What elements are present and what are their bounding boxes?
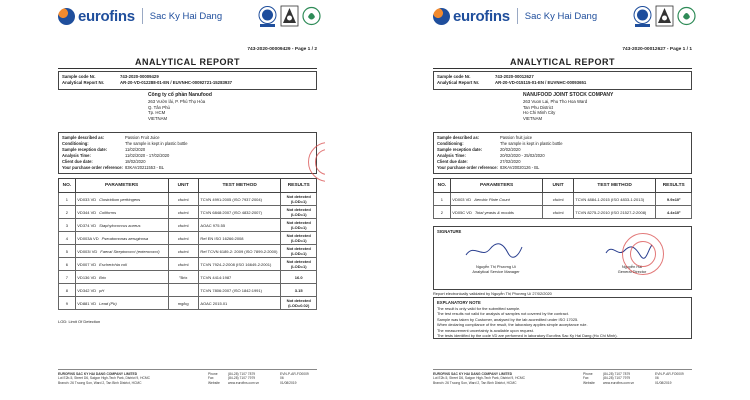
row-parameter-name: pH — [99, 287, 105, 293]
report-number-value: AR-20-VD-015115-01-EN / EUVNHC-00093651 — [495, 80, 587, 85]
footer-fax-label: Fax — [583, 376, 589, 381]
vilas-accreditation-icon — [258, 5, 277, 28]
footer-company-name: EUROFINS SAC KY HAI DANG COMPANY LIMITED — [58, 372, 138, 376]
footer-form-info — [280, 372, 309, 385]
row-result: Not detected (LOD=0.02) — [281, 297, 317, 310]
moh-certification-icon — [280, 5, 299, 28]
sample-details-box — [58, 132, 317, 174]
footer-company — [58, 372, 150, 385]
row-number: 2 — [434, 206, 451, 219]
detail-value: 20/02/2020 - 25/02/2020 — [500, 152, 545, 158]
sample-code-row — [62, 74, 159, 80]
client-address-block — [523, 92, 613, 122]
row-result: Not detected (LOD=1) — [281, 232, 317, 245]
sample-code-box — [433, 71, 692, 90]
detail-row — [62, 165, 188, 171]
row-test-method: TCVN 4991:2005 (ISO 7937:2004) — [198, 193, 281, 206]
row-number: 3 — [59, 219, 76, 232]
table-row — [434, 193, 692, 206]
detail-value: Passion Fruit Juice — [125, 135, 160, 140]
detail-label: Conditioning: — [437, 140, 464, 146]
client-address-line: VIETNAM — [523, 116, 543, 122]
explanatory-line: The result is only valid for the submitted sample. — [437, 306, 521, 311]
client-address-line: VIETNAM — [148, 116, 168, 122]
detail-label: Client due date: — [62, 158, 93, 164]
signature-title: SIGNATURE — [437, 229, 462, 234]
row-unit: cfu/ml — [168, 206, 198, 219]
detail-value: Passion fruit juice — [500, 135, 533, 140]
analytical-report-page-1 — [50, 2, 325, 398]
sample-code-label: Sample code Nr. — [437, 73, 471, 79]
table-body — [434, 193, 692, 219]
footer-fax-label: Fax — [208, 376, 214, 381]
footer-address-line: Lot E2b-5, Street D6, Saigon High-Tech Park, District 9, HCMC — [433, 376, 525, 381]
row-unit: mg/kg — [168, 297, 198, 310]
row-number: 4 — [59, 232, 76, 245]
footer-contact-values — [228, 372, 259, 385]
row-result: 16.0 — [281, 271, 317, 284]
footer-phone-label: Phone — [208, 372, 218, 376]
sample-code-value: 743-2020-00012627 — [495, 73, 534, 79]
table-row — [59, 219, 317, 232]
detail-value: 11/02/2020 - 17/02/2020 — [125, 152, 170, 158]
footer-form-code: EVN-P-AR-FO0009 — [280, 372, 309, 376]
row-test-method: TCVN 7806:2007 (ISO 1842:1991) — [198, 284, 281, 297]
row-unit — [168, 284, 198, 297]
table-row — [59, 284, 317, 297]
explanatory-line: The test results not valid for analysis of samples not covered by the contract. — [437, 311, 569, 317]
signature-box — [433, 226, 692, 290]
col-no: NO. — [434, 179, 451, 193]
row-number: 5 — [59, 245, 76, 258]
client-address-block — [148, 92, 212, 122]
row-unit: cfu/ml — [543, 193, 573, 206]
client-address-line: 263 Vườn lài, P. Phú Thọ Hòa — [148, 98, 206, 104]
col-results: RESULTS — [656, 179, 692, 193]
row-test-method: Ref TCVN 6189-2: 2009 (ISO 7899-2:2000) — [198, 245, 281, 258]
analytical-report-page-2 — [425, 2, 700, 398]
signature-1-icon — [464, 241, 524, 261]
row-test-method: TCVN 8275-2:2010 (ISO 21527-2:2008) — [573, 206, 656, 219]
table-row — [59, 193, 317, 206]
row-test-method: TCVN 7924-2:2008 (ISO 16649-2:2001) — [198, 258, 281, 271]
row-number: 2 — [59, 206, 76, 219]
report-number-row — [62, 80, 232, 86]
detail-label: Analysis Time: — [62, 152, 91, 158]
footer-web-label: Website — [583, 380, 595, 385]
sample-details — [437, 135, 563, 171]
row-result: 4.4x10² — [656, 206, 692, 219]
row-code: VD374 VD — [77, 222, 97, 228]
footer-contact-labels — [583, 372, 595, 385]
gmp-seal-icon — [677, 5, 696, 28]
report-number-label: Analytical Report Nr. — [62, 80, 105, 85]
sample-code-row — [437, 74, 534, 80]
footer-address-line: Lot E2b-5, Street D6, Saigon High-Tech Park, District 9, HCMC — [58, 376, 150, 381]
row-result: 3.15 — [281, 284, 317, 297]
accreditation-badges — [258, 5, 321, 28]
row-number: 8 — [59, 284, 76, 297]
row-parameter-name: Pseudomonas aeruginosa — [101, 235, 149, 241]
row-parameter-name: Staphylococcus aureus — [99, 222, 141, 228]
table-row — [59, 206, 317, 219]
report-page-reference: 743-2020-00012627 - Page 1 / 1 — [622, 47, 692, 52]
row-parameter-name: Clostridium perfringens — [99, 196, 141, 202]
explanatory-line: Sample was taken by Customer, analysed by the lab accredited under ISO 17025. — [437, 316, 579, 322]
footer-phone: (84-28) 7107 7879 — [228, 372, 256, 376]
row-parameter-name: Faecal Streptococci (enterococci) — [100, 248, 160, 254]
footer-fax: (84-28) 7107 7979 — [603, 376, 631, 381]
footer-form-code: EVN-P-AR-FO0009 — [655, 372, 684, 376]
row-number: 6 — [59, 258, 76, 271]
col-parameters: PARAMETERS — [75, 179, 168, 193]
row-test-method: AOAC 975.55 — [198, 219, 281, 232]
col-unit: UNIT — [168, 179, 198, 193]
row-test-method: TCVN 6848:2007 (ISO 4832:2007) — [198, 206, 281, 219]
footer-address-line: Branch: 26 Truong Son, Ward 2, Tan Binh District, HCMC — [58, 380, 142, 385]
detail-value: 20/02/2020 — [500, 146, 521, 152]
brand-header — [58, 5, 222, 27]
row-code: VD342 VD — [77, 287, 97, 293]
signer-2-role: General Director — [617, 269, 647, 275]
footer-fax: (84-28) 7107 7979 — [228, 376, 256, 381]
accreditation-badges — [633, 5, 696, 28]
col-test-method: TEST METHOD — [198, 179, 281, 193]
report-title: ANALYTICAL REPORT — [509, 57, 615, 67]
footer-phone: (84-28) 7107 7879 — [603, 372, 631, 376]
explanatory-note-title: EXPLANATORY NOTE — [437, 300, 481, 305]
footer-address-line: Branch: 26 Truong Son, Ward 2, Tan Binh District, HCMC — [433, 380, 517, 385]
detail-value: 11/02/2020 — [125, 146, 146, 152]
row-result: Not detected (LOD=1) — [281, 219, 317, 232]
detail-value: 18/02/2020 — [125, 158, 146, 164]
row-result: Not detected (LOD=1) — [281, 258, 317, 271]
sample-details — [62, 135, 188, 171]
row-number: 1 — [59, 193, 76, 206]
detail-row — [437, 165, 563, 171]
row-parameter-name: Coliforms — [99, 209, 117, 215]
parameters-table — [58, 178, 317, 310]
row-unit: cfu/ml — [168, 232, 198, 245]
table-row — [59, 271, 317, 284]
footer-website[interactable]: www.eurofins.com.vn — [603, 380, 635, 385]
detail-value: The sample is kept in plastic bottle — [500, 140, 563, 146]
row-test-method: Ref EN ISO 16266:2008 — [198, 232, 281, 245]
row-code: VD003 VD — [452, 196, 472, 202]
report-page-reference: 743-2020-00009429 - Page 1 / 2 — [247, 47, 317, 52]
footer-form-info — [655, 372, 684, 385]
detail-label: Your purchase order reference: — [62, 164, 123, 170]
detail-label: Sample described as: — [437, 135, 480, 140]
row-code: VD136 VD — [77, 274, 97, 280]
col-unit: UNIT — [543, 179, 573, 193]
row-test-method: TCVN 4414:1987 — [198, 271, 281, 284]
report-number-value: AR-20-VD-012288-01-EN / EUVNHC-00092721-15283937 — [120, 80, 233, 85]
client-address-line: Tp. HCM — [148, 110, 166, 116]
sample-code-box — [58, 71, 317, 90]
sample-code-value: 743-2020-00009429 — [120, 73, 159, 79]
row-unit: cfu/ml — [543, 206, 573, 219]
signer-1 — [464, 264, 528, 275]
footer-version: 06 — [655, 376, 659, 381]
row-parameter — [75, 284, 168, 297]
row-parameter — [450, 193, 543, 206]
client-name: Công ty cổ phần Nanufood — [148, 92, 212, 98]
moh-certification-icon — [655, 5, 674, 28]
row-parameter — [450, 206, 543, 219]
report-number-row — [437, 80, 586, 86]
brand-divider — [517, 8, 518, 24]
brand-name: eurofins — [453, 7, 510, 25]
table-body — [59, 193, 317, 310]
row-unit: cfu/ml — [168, 219, 198, 232]
footer-contact-labels — [208, 372, 220, 385]
table-header-row — [59, 179, 317, 193]
company-stamp-icon — [622, 233, 664, 275]
report-number-label: Analytical Report Nr. — [437, 80, 480, 85]
brand-subtitle: Sac Ky Hai Dang — [149, 10, 223, 22]
footer-company-name: EUROFINS SAC KY HAI DANG COMPANY LIMITED — [433, 372, 513, 376]
col-parameters: PARAMETERS — [450, 179, 543, 193]
row-parameter — [75, 271, 168, 284]
table-row — [59, 245, 317, 258]
eurofins-logo-icon — [58, 8, 75, 25]
detail-label: Your purchase order reference: — [437, 164, 498, 170]
row-unit: cfu/ml — [168, 193, 198, 206]
table-row — [59, 258, 317, 271]
detail-label: Sample reception date: — [437, 146, 483, 152]
row-parameter — [75, 258, 168, 271]
detail-value: 83KAV20020126 - BL — [500, 164, 540, 170]
row-code: VD003I VD — [77, 248, 98, 254]
footer-web-label: Website — [208, 380, 220, 385]
table-row — [434, 206, 692, 219]
brand-subtitle: Sac Ky Hai Dang — [524, 10, 598, 22]
client-address-line: Q. Tân Phú — [148, 104, 170, 110]
row-code: VD003A VD — [77, 235, 99, 241]
row-result: Not detected (LOD=1) — [281, 193, 317, 206]
detail-label: Sample reception date: — [62, 146, 108, 152]
brand-header — [433, 5, 597, 27]
row-parameter — [75, 193, 168, 206]
row-parameter — [75, 245, 168, 258]
validation-note: Report electronically validated by Nguyễn Thị Phương Uí 27/02/2020 — [433, 291, 552, 296]
row-test-method: TCVN 4884-1:2015 (ISO 4833-1:2013) — [573, 193, 656, 206]
report-title: ANALYTICAL REPORT — [134, 57, 240, 67]
row-parameter-name: Brix — [99, 274, 107, 280]
row-result: Not detected (LOD=1) — [281, 245, 317, 258]
sample-details-box — [433, 132, 692, 174]
parameters-table — [433, 178, 692, 219]
explanatory-note-box — [433, 297, 692, 339]
table-row — [59, 297, 317, 310]
footer-company — [433, 372, 525, 385]
row-parameter — [75, 219, 168, 232]
row-parameter-name: Total yeasts & moulds — [474, 209, 514, 215]
gmp-seal-icon — [302, 5, 321, 28]
row-number: 7 — [59, 271, 76, 284]
brand-divider — [142, 8, 143, 24]
row-code: VD881 VD — [77, 300, 97, 306]
footer-effective-date: 01/08/2019 — [655, 380, 672, 385]
row-parameter-name: Escherichia coli — [99, 261, 127, 267]
detail-value: 83KAV20211553 - BL — [125, 164, 164, 170]
row-code: VD007 VD — [77, 261, 97, 267]
vilas-accreditation-icon — [633, 5, 652, 28]
page-footer — [433, 369, 692, 385]
explanatory-line: The measurement uncertainty is available upon request. — [437, 327, 534, 333]
client-address-line: Tan Phu District — [523, 104, 554, 110]
signer-1-name: Nguyễn Thị Phương Uí — [475, 264, 517, 269]
table-row — [59, 232, 317, 245]
row-parameter-name: Aerobic Plate Count — [474, 196, 510, 202]
footer-contact-values — [603, 372, 634, 385]
col-test-method: TEST METHOD — [573, 179, 656, 193]
client-name: NANUFOOD JOINT STOCK COMPANY — [523, 92, 614, 98]
signer-1-role: Analytical Service Manager — [472, 269, 520, 275]
row-parameter — [75, 232, 168, 245]
col-no: NO. — [59, 179, 76, 193]
row-unit: cfu/ml — [168, 258, 198, 271]
eurofins-logo-icon — [433, 8, 450, 25]
signer-2-name: Nguyễn Hải — [621, 264, 643, 269]
footer-effective-date: 01/08/2019 — [280, 380, 297, 385]
row-number: 1 — [434, 193, 451, 206]
title-divider — [58, 68, 317, 69]
explanatory-line: The tests identified by the code VD are performed in laboratory Eurofins Sac Ky Hai Dang (Ho Chi Minh). — [437, 333, 618, 339]
row-code: VD05C VD — [452, 209, 472, 215]
row-parameter — [75, 206, 168, 219]
row-parameter — [75, 297, 168, 310]
explanatory-note-text — [437, 306, 687, 339]
footer-website[interactable]: www.eurofins.com.vn — [228, 380, 260, 385]
row-code: VD344 VD — [77, 209, 97, 215]
table-header-row — [434, 179, 692, 193]
sample-code-label: Sample code Nr. — [62, 73, 96, 79]
detail-label: Conditioning: — [62, 140, 89, 146]
col-results: RESULTS — [281, 179, 317, 193]
table-legend: LOD: Limit Of Detection — [58, 319, 101, 324]
page-footer — [58, 369, 317, 385]
brand-name: eurofins — [78, 7, 135, 25]
detail-label: Sample described as: — [62, 135, 105, 140]
row-result: 9.9x10² — [656, 193, 692, 206]
row-unit: °Brix — [168, 271, 198, 284]
explanatory-line: When declaring compliance of the result, the laboratory applies simple acceptance rule. — [437, 322, 588, 328]
row-result: Not detected (LOD=1) — [281, 206, 317, 219]
row-parameter-name: Lead (Pb) — [99, 300, 117, 306]
detail-value: The sample is kept in plastic bottle — [125, 140, 188, 146]
row-test-method: AOAC 2015.01 — [198, 297, 281, 310]
footer-phone-label: Phone — [583, 372, 593, 376]
row-number: 9 — [59, 297, 76, 310]
row-unit: cfu/ml — [168, 245, 198, 258]
title-divider — [433, 68, 692, 69]
row-code: VD033 VD — [77, 196, 97, 202]
detail-label: Client due date: — [437, 158, 468, 164]
detail-label: Analysis Time: — [437, 152, 466, 158]
footer-version: 06 — [280, 376, 284, 381]
client-address-line: Ho Chi Minh City — [523, 110, 556, 116]
detail-value: 27/02/2020 — [500, 158, 521, 164]
client-address-line: 263 Vuon Lai, Phu Tho Hoa Ward — [523, 98, 588, 104]
